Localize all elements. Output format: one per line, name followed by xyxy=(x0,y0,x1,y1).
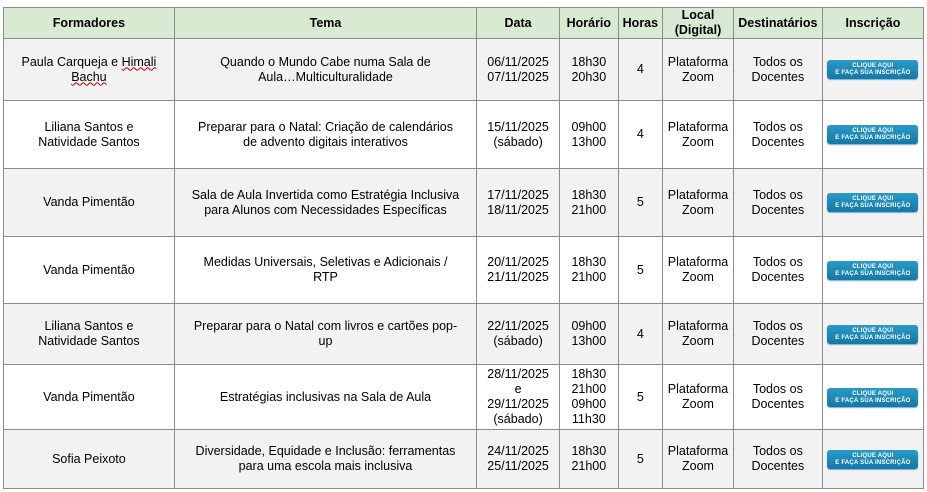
table-row xyxy=(4,237,924,304)
register-button-line2: E FAÇA SUA INSCRIÇÃO xyxy=(835,459,911,466)
register-button[interactable] xyxy=(827,193,918,212)
horario-cell: 09h00 13h00 xyxy=(560,304,619,365)
horas-cell: 5 xyxy=(618,169,662,237)
register-button-line2: E FAÇA SUA INSCRIÇÃO xyxy=(835,70,911,76)
table-row xyxy=(4,430,924,489)
formadores-cell: Liliana Santos e Natividade Santos xyxy=(4,304,175,365)
data-cell: 22/11/2025 (sábado) xyxy=(477,304,560,365)
formadores-text-part: Paula Carqueja e xyxy=(21,54,122,69)
destinatarios-cell: Todos os Docentes xyxy=(733,430,822,489)
register-button[interactable] xyxy=(827,261,918,280)
formadores-text-part: Himali xyxy=(121,54,157,69)
tema-cell: Sala de Aula Invertida como Estratégia Inclusiva para Alunos com Necessidades Específicas xyxy=(174,169,476,237)
register-button-line1: CLIQUE AQUI xyxy=(852,128,894,134)
horario-cell: 18h30 21h00 09h00 11h30 xyxy=(560,365,619,430)
register-button-line2: E FAÇA SUA INSCRIÇÃO xyxy=(835,135,911,141)
local-cell: Plataforma Zoom xyxy=(663,430,734,489)
destinatarios-cell: Todos os Docentes xyxy=(733,304,822,365)
training-schedule-table xyxy=(3,7,924,489)
header-local: Local (Digital) xyxy=(663,8,734,39)
horas-cell: 5 xyxy=(618,365,662,430)
local-cell: Plataforma Zoom xyxy=(663,237,734,304)
header-tema: Tema xyxy=(174,8,476,39)
tema-cell: Preparar para o Natal com livros e cartões pop- up xyxy=(174,304,476,365)
register-button-line2: E FAÇA SUA INSCRIÇÃO xyxy=(835,397,911,404)
inscricao-cell xyxy=(822,237,923,304)
header-formadores: Formadores xyxy=(4,8,175,39)
horas-cell: 4 xyxy=(618,39,662,101)
register-button-line1: CLIQUE AQUI xyxy=(852,63,894,69)
formadores-cell xyxy=(4,39,175,101)
inscricao-cell xyxy=(822,39,923,101)
table-row xyxy=(4,101,924,169)
header-horario: Horário xyxy=(560,8,619,39)
horario-cell: 18h30 21h00 xyxy=(560,169,619,237)
destinatarios-cell: Todos os Docentes xyxy=(733,169,822,237)
inscricao-cell xyxy=(822,365,923,430)
formadores-cell: Vanda Pimentão xyxy=(4,365,175,430)
tema-cell: Medidas Universais, Seletivas e Adicionais / RTP xyxy=(174,237,476,304)
formadores-cell: Liliana Santos e Natividade Santos xyxy=(4,101,175,169)
data-cell: 24/11/2025 25/11/2025 xyxy=(477,430,560,489)
register-button[interactable] xyxy=(827,125,918,144)
table-row xyxy=(4,39,924,101)
header-data: Data xyxy=(477,8,560,39)
local-cell: Plataforma Zoom xyxy=(663,101,734,169)
register-button-line2: E FAÇA SUA INSCRIÇÃO xyxy=(835,334,911,341)
horario-cell: 18h30 21h00 xyxy=(560,430,619,489)
header-row xyxy=(4,8,924,39)
header-horas: Horas xyxy=(618,8,662,39)
horario-cell: 18h30 21h00 xyxy=(560,237,619,304)
register-button[interactable] xyxy=(827,60,918,79)
register-button-line1: CLIQUE AQUI xyxy=(852,327,894,334)
inscricao-cell xyxy=(822,101,923,169)
tema-cell: Diversidade, Equidade e Inclusão: ferramentas para uma escola mais inclusiva xyxy=(174,430,476,489)
table-row xyxy=(4,169,924,237)
data-cell: 20/11/2025 21/11/2025 xyxy=(477,237,560,304)
register-button-line1: CLIQUE AQUI xyxy=(852,263,894,270)
local-cell: Plataforma Zoom xyxy=(663,365,734,430)
formadores-cell: Vanda Pimentão xyxy=(4,237,175,304)
tema-cell: Preparar para o Natal: Criação de calendários de advento digitais interativos xyxy=(174,101,476,169)
horario-cell: 09h00 13h00 xyxy=(560,101,619,169)
register-button[interactable] xyxy=(827,325,918,344)
register-button-line1: CLIQUE AQUI xyxy=(852,390,894,397)
horas-cell: 5 xyxy=(618,237,662,304)
horas-cell: 4 xyxy=(618,101,662,169)
horas-cell: 4 xyxy=(618,304,662,365)
table-row xyxy=(4,304,924,365)
register-button-line2: E FAÇA SUA INSCRIÇÃO xyxy=(835,270,911,277)
register-button-line2: E FAÇA SUA INSCRIÇÃO xyxy=(835,203,911,209)
tema-cell: Quando o Mundo Cabe numa Sala de Aula…Multiculturalidade xyxy=(174,39,476,101)
inscricao-cell xyxy=(822,304,923,365)
data-cell: 15/11/2025 (sábado) xyxy=(477,101,560,169)
horas-cell: 5 xyxy=(618,430,662,489)
header-destinatarios: Destinatários xyxy=(733,8,822,39)
register-button[interactable] xyxy=(827,450,918,469)
data-cell: 17/11/2025 18/11/2025 xyxy=(477,169,560,237)
register-button-line1: CLIQUE AQUI xyxy=(852,196,894,202)
register-button-line1: CLIQUE AQUI xyxy=(852,452,894,459)
inscricao-cell xyxy=(822,169,923,237)
local-cell: Plataforma Zoom xyxy=(663,304,734,365)
local-cell: Plataforma Zoom xyxy=(663,169,734,237)
destinatarios-cell: Todos os Docentes xyxy=(733,39,822,101)
data-cell: 06/11/2025 07/11/2025 xyxy=(477,39,560,101)
formadores-text-part: Bachu xyxy=(71,69,107,84)
header-inscricao: Inscrição xyxy=(822,8,923,39)
local-cell: Plataforma Zoom xyxy=(663,39,734,101)
formadores-cell: Sofia Peixoto xyxy=(4,430,175,489)
register-button[interactable] xyxy=(827,388,918,407)
horario-cell: 18h30 20h30 xyxy=(560,39,619,101)
destinatarios-cell: Todos os Docentes xyxy=(733,101,822,169)
data-cell: 28/11/2025 e 29/11/2025 (sábado) xyxy=(477,365,560,430)
destinatarios-cell: Todos os Docentes xyxy=(733,365,822,430)
tema-cell: Estratégias inclusivas na Sala de Aula xyxy=(174,365,476,430)
formadores-cell: Vanda Pimentão xyxy=(4,169,175,237)
table-row xyxy=(4,365,924,430)
inscricao-cell xyxy=(822,430,923,489)
destinatarios-cell: Todos os Docentes xyxy=(733,237,822,304)
